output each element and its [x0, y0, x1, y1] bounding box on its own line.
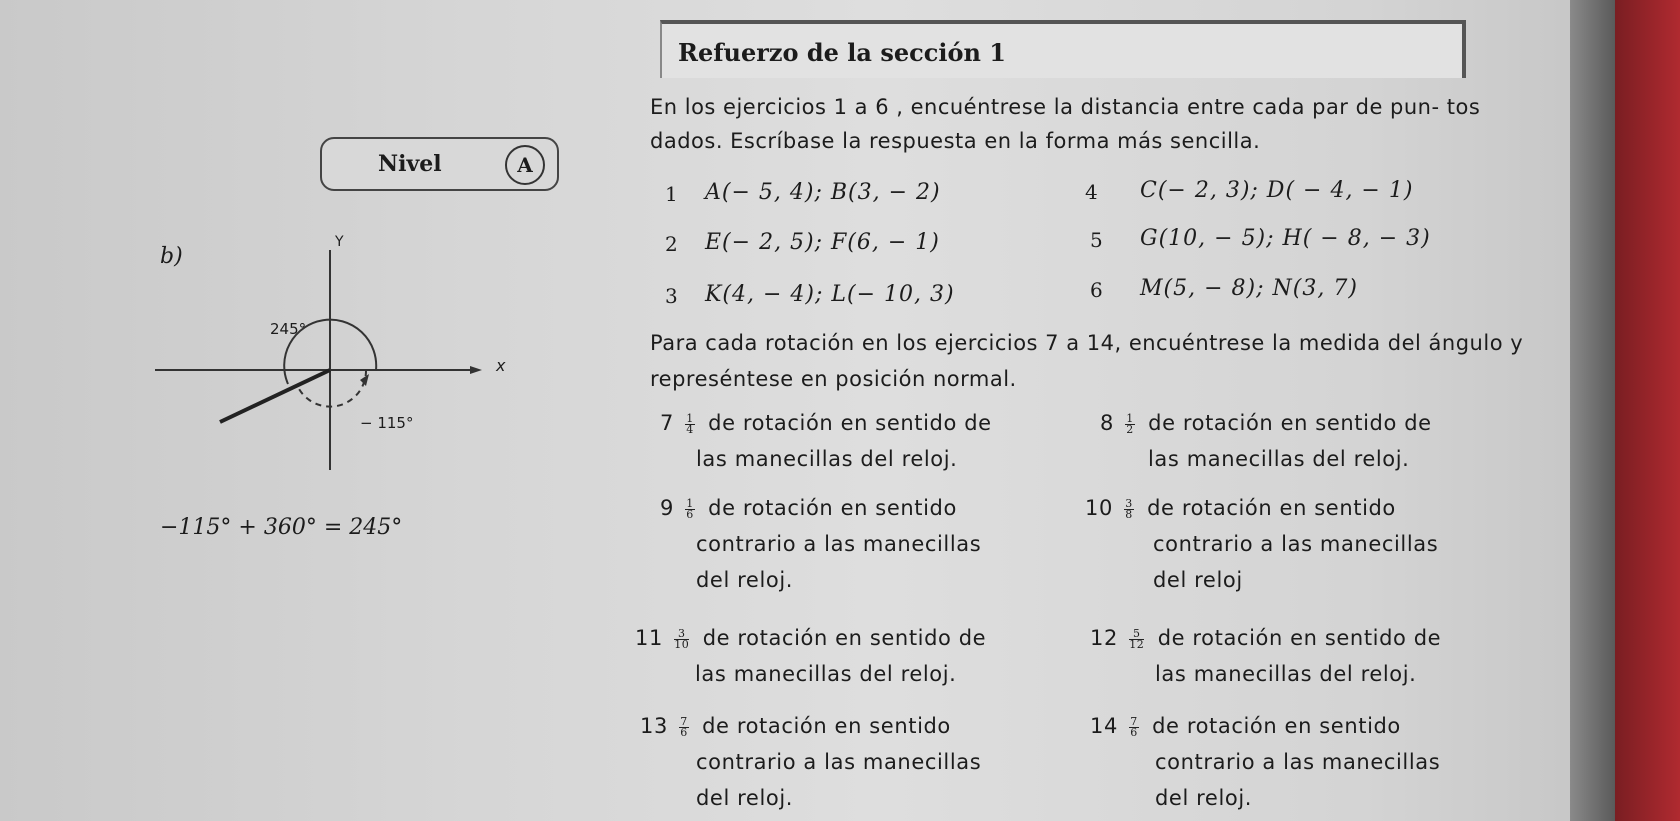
- fraction: $\frac{1}{6}$: [686, 496, 694, 521]
- exercise-number: 11: [635, 626, 663, 650]
- x-axis-arrow: [470, 366, 482, 374]
- fraction: $\frac{3}{8}$: [1125, 496, 1133, 521]
- exercise-number: 2: [665, 232, 678, 256]
- exercise-number: 12: [1090, 626, 1118, 650]
- exercise-number: 10: [1085, 496, 1113, 520]
- y-axis-label: Y: [335, 234, 344, 250]
- exercise-text: M(5, − 8); N(3, 7): [1140, 276, 1358, 301]
- fraction: $\frac{7}{6}$: [680, 714, 688, 739]
- level-label: Nivel: [378, 151, 442, 177]
- exercise-number: 1: [665, 182, 678, 206]
- distance-instructions: En los ejercicios 1 a 6 , encuéntrese la distancia entre cada par de pun- tos dados. Escríbase la respuesta en la forma más sencilla.: [650, 95, 1481, 153]
- exercise-number: 14: [1090, 714, 1118, 738]
- exercise-number: 7: [660, 411, 674, 435]
- level-box: [320, 137, 559, 191]
- section-title-box: [660, 20, 1466, 78]
- example-label: b): [160, 244, 183, 269]
- exercise-number: 4: [1085, 180, 1098, 204]
- terminal-side: [220, 370, 330, 422]
- fraction: $\frac{3}{10}$: [674, 626, 690, 651]
- exercise-text: K(4, − 4); L(− 10, 3): [705, 282, 955, 307]
- fraction: $\frac{1}{2}$: [1126, 411, 1134, 436]
- rotation-exercise: 14 $\frac{7}{6}$ de rotación en sentido contrario a las manecillas del reloj.: [1090, 714, 1441, 810]
- rotation-exercise: 13 $\frac{7}{6}$ de rotación en sentido contrario a las manecillas del reloj.: [640, 714, 982, 810]
- exercise-number: 6: [1090, 278, 1103, 302]
- rotation-instructions: Para cada rotación en los ejercicios 7 a 14, encuéntrese la medida del ángulo y represéntese en posición normal.: [650, 331, 1524, 391]
- exercise-text: G(10, − 5); H( − 8, − 3): [1140, 226, 1431, 251]
- fraction: $\frac{1}{4}$: [686, 411, 694, 436]
- exercise-text: A(− 5, 4); B(3, − 2): [705, 180, 941, 205]
- background-red-object: [1615, 0, 1680, 821]
- example-equation: −115° + 360° = 245°: [160, 515, 403, 540]
- rotation-exercise: 10 $\frac{3}{8}$ de rotación en sentido contrario a las manecillas del reloj: [1085, 496, 1439, 592]
- exercise-text: C(− 2, 3); D( − 4, − 1): [1140, 178, 1414, 203]
- exercise-number: 8: [1100, 411, 1114, 435]
- exercise-number: 13: [640, 714, 668, 738]
- exercise-number: 5: [1090, 228, 1103, 252]
- arc-arrowhead: [360, 374, 369, 386]
- angle-label-positive: 245°: [270, 320, 307, 338]
- level-badge: A: [505, 145, 545, 185]
- page-shadow-edge: [1570, 0, 1615, 821]
- rotation-exercise: 9 $\frac{1}{6}$ de rotación en sentido contrario a las manecillas del reloj.: [660, 496, 982, 592]
- exercise-text: E(− 2, 5); F(6, − 1): [705, 230, 940, 255]
- exercise-number: 3: [665, 284, 678, 308]
- angle-label-negative: − 115°: [360, 414, 414, 432]
- x-axis-label: x: [496, 356, 506, 375]
- fraction: $\frac{5}{12}$: [1129, 626, 1145, 651]
- rotation-exercise: 11 $\frac{3}{10}$ de rotación en sentido de las manecillas del reloj.: [635, 626, 987, 686]
- rotation-exercise: 7 $\frac{1}{4}$ de rotación en sentido de las manecillas del reloj.: [660, 411, 992, 471]
- section-title: Refuerzo de la sección 1: [678, 38, 1006, 67]
- rotation-exercise: 8 $\frac{1}{2}$ de rotación en sentido de las manecillas del reloj.: [1100, 411, 1432, 471]
- arc-negative-115: [297, 370, 366, 407]
- rotation-exercise: 12 $\frac{5}{12}$ de rotación en sentido de las manecillas del reloj.: [1090, 626, 1442, 686]
- exercise-number: 9: [660, 496, 674, 520]
- rotation-diagram: [140, 230, 560, 480]
- fraction: $\frac{7}{6}$: [1130, 714, 1138, 739]
